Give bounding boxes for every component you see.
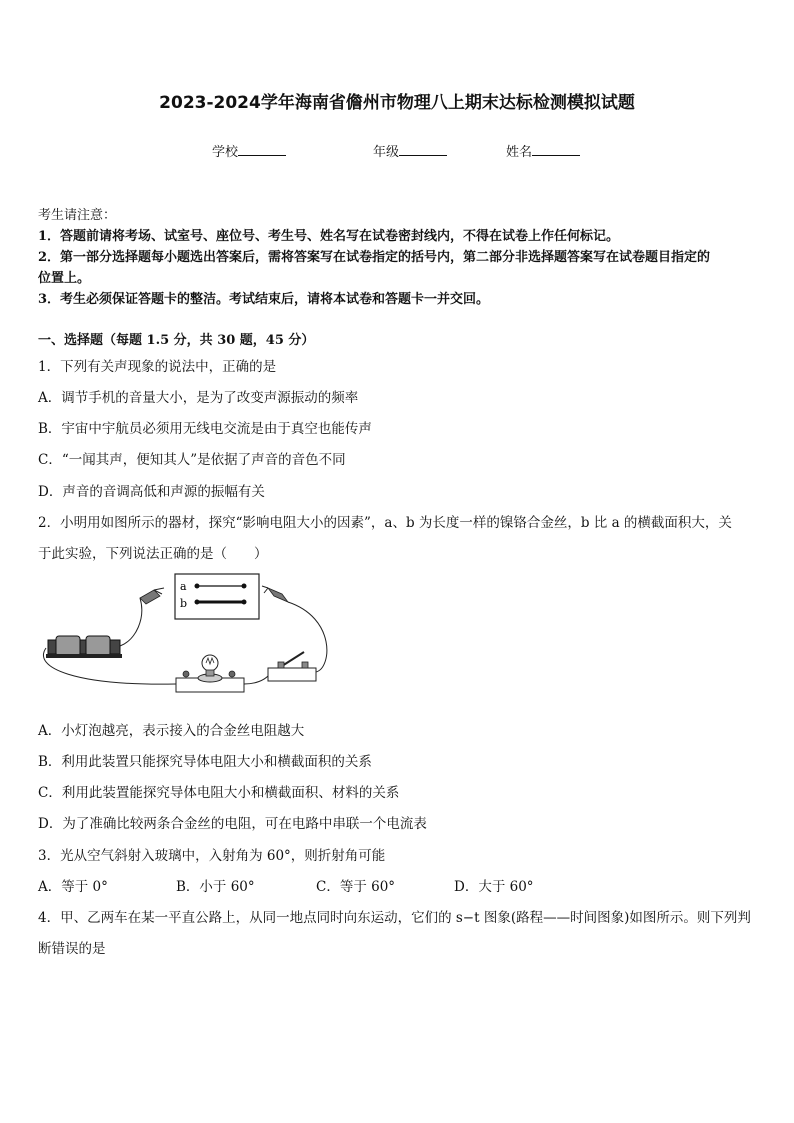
notice-item: 2．第一部分选择题每小题选出答案后，需将答案写在试卷指定的括号内，第二部分非选择题答案写在试卷题目指定的 bbox=[38, 250, 711, 265]
q1-option-a: A．调节手机的音量大小，是为了改变声源振动的频率 bbox=[38, 390, 359, 406]
wire-connector bbox=[244, 676, 268, 684]
q3-option-d: D．大于 60° bbox=[454, 879, 534, 895]
name-field bbox=[506, 141, 580, 160]
school-label: 学校 bbox=[212, 145, 239, 160]
name-blank bbox=[532, 143, 580, 156]
notice-item: 1．答题前请将考场、试室号、座位号、考生号、姓名写在试卷密封线内，不得在试卷上作任何标记。 bbox=[38, 229, 620, 244]
wire-connector bbox=[120, 598, 142, 646]
wire-a-label: a bbox=[180, 580, 187, 593]
q2-option-a: A．小灯泡越亮，表示接入的合金丝电阻越大 bbox=[38, 723, 305, 739]
notice-item: 3．考生必须保证答题卡的整洁。考试结束后，请将本试卷和答题卡一并交回。 bbox=[38, 292, 490, 307]
q3-options bbox=[38, 875, 534, 895]
switch-icon bbox=[268, 652, 316, 681]
wire-b-terminal bbox=[195, 600, 200, 605]
grade-blank bbox=[399, 143, 447, 156]
q2-stem-cont: 于此实验，下列说法正确的是（ ） bbox=[38, 546, 268, 562]
lamp-icon bbox=[176, 655, 244, 692]
section-heading: 一、选择题（每题 1.5 分，共 30 题，45 分） bbox=[38, 333, 315, 348]
q4-stem: 4．甲、乙两车在某一平直公路上，从同一地点同时向东运动，它们的 s−t 图象(路程——时间图象)如图所示。则下列判 bbox=[38, 910, 751, 926]
q2-option-b: B．利用此装置只能探究导体电阻大小和横截面积的关系 bbox=[38, 754, 372, 770]
grade-field bbox=[373, 141, 447, 160]
wire-board bbox=[175, 574, 259, 619]
page-title: 2023-2024学年海南省儋州市物理八上期末达标检测模拟试题 bbox=[159, 93, 635, 113]
q3-option-a: A．等于 0° bbox=[38, 879, 108, 895]
wire-a-terminal bbox=[195, 584, 200, 589]
school-field bbox=[212, 141, 286, 160]
q1-option-d: D．声音的音调高低和声源的振幅有关 bbox=[38, 484, 265, 500]
wire-a-terminal bbox=[242, 584, 247, 589]
right-clip-icon bbox=[262, 586, 288, 602]
q1-stem: 1．下列有关声现象的说法中，正确的是 bbox=[38, 359, 277, 375]
circuit-diagram bbox=[36, 568, 336, 700]
q3-option-c: C．等于 60° bbox=[316, 879, 396, 895]
q3-option-b: B．小于 60° bbox=[176, 879, 255, 895]
q1-option-c: C．“一闻其声，便知其人”是依据了声音的音色不同 bbox=[38, 452, 346, 468]
school-blank bbox=[238, 143, 286, 156]
q2-option-c: C．利用此装置能探究导体电阻大小和横截面积、材料的关系 bbox=[38, 785, 400, 801]
name-label: 姓名 bbox=[506, 145, 533, 160]
q4-stem-cont: 断错误的是 bbox=[38, 941, 106, 957]
battery-icon bbox=[46, 636, 122, 658]
q1-option-b: B．宇宙中宇航员必须用无线电交流是由于真空也能传声 bbox=[38, 421, 372, 437]
grade-label: 年级 bbox=[373, 145, 400, 160]
q2-stem: 2．小明用如图所示的器材，探究“影响电阻大小的因素”，a、b 为长度一样的镍铬合金丝，b 比 a 的横截面积大，关 bbox=[38, 515, 732, 531]
wire-connector bbox=[288, 602, 327, 672]
q2-option-d: D．为了准确比较两条合金丝的电阻，可在电路中串联一个电流表 bbox=[38, 816, 427, 832]
notice-heading: 考生请注意： bbox=[38, 208, 117, 223]
wire-b-label: b bbox=[180, 597, 188, 610]
q3-stem: 3．光从空气斜射入玻璃中，入射角为 60°，则折射角可能 bbox=[38, 848, 386, 864]
wire-b-terminal bbox=[242, 600, 247, 605]
notice-item: 位置上。 bbox=[38, 271, 91, 286]
left-clip-icon bbox=[140, 588, 164, 604]
